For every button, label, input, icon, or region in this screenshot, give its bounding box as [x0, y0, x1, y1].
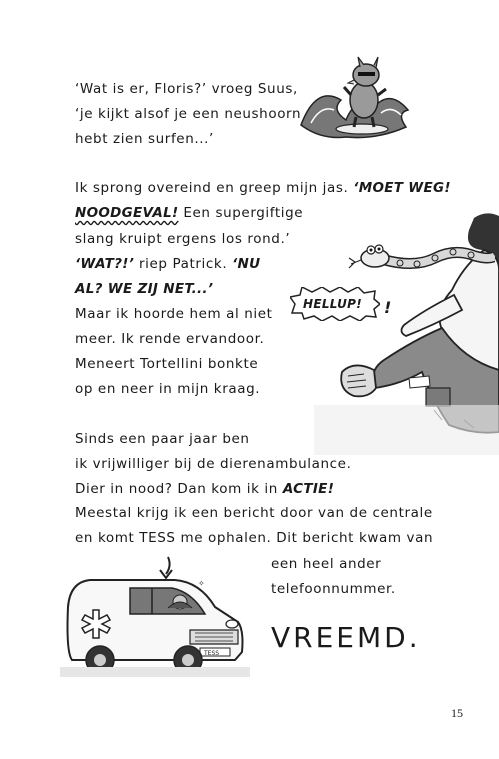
p3-line1: Sinds een paar jaar ben	[75, 431, 250, 447]
p2-line1	[75, 182, 451, 196]
svg-text:✧: ✧	[198, 579, 205, 588]
p3-line6: een heel ander	[271, 556, 382, 572]
rhino-surfing-illustration	[296, 55, 416, 155]
p3-line3-bold: ACTIE!	[282, 481, 335, 497]
p2-line4-bold-b: ‘NU	[232, 256, 261, 272]
p3-line4: Meestal krijg ik een bericht door van de centrale	[75, 505, 433, 521]
exclamation-mark: !	[384, 298, 392, 317]
p3-line2: ik vrijwilliger bij de dierenambulance.	[75, 456, 352, 472]
p2-line6: Maar ik hoorde hem al niet	[75, 306, 273, 322]
p2-line4	[75, 258, 260, 272]
page-number: 15	[451, 706, 463, 720]
p3-line5: en komt TESS me ophalen. Dit bericht kwam van	[75, 530, 434, 546]
p2-line8: Meneert Tortellini bonkte	[75, 356, 259, 372]
p2-line9: op en neer in mijn kraag.	[75, 381, 261, 397]
license-plate-text: TESS	[204, 650, 220, 657]
p3-line3-plain: Dier in nood? Dan kom ik in	[75, 481, 283, 497]
p2-line2	[75, 207, 303, 221]
p1-line1: ‘Wat is er, Floris?’ vroeg Suus,	[75, 81, 298, 97]
p2-line1-plain: Ik sprong overeind en greep mijn jas.	[75, 180, 354, 196]
p1-line2: ‘je kijkt alsof je een neushoorn	[75, 106, 302, 122]
p2-line4-bold-a: ‘WAT?!’	[75, 256, 135, 272]
p1-line3: hebt zien surfen...’	[75, 131, 214, 147]
p2-line7: meer. Ik rende ervandoor.	[75, 331, 265, 347]
p3-line7: telefoonnummer.	[271, 581, 396, 597]
speech-bubble-text: HELLUP!	[303, 297, 362, 311]
p2-line1-bold: ‘MOET WEG!	[353, 180, 451, 196]
p2-line2-plain: Een supergiftige	[178, 205, 304, 221]
p2-line5: AL? WE ZIJ NET...’	[75, 281, 214, 297]
p2-line4-plain: riep Patrick.	[134, 256, 233, 272]
p3-line3	[75, 483, 334, 497]
p2-line2-bold: NOODGEVAL!	[75, 205, 179, 221]
shout-text: VREEMD.	[271, 621, 421, 654]
p2-line3: slang kruipt ergens los rond.’	[75, 231, 291, 247]
ambulance-illustration	[60, 552, 250, 677]
